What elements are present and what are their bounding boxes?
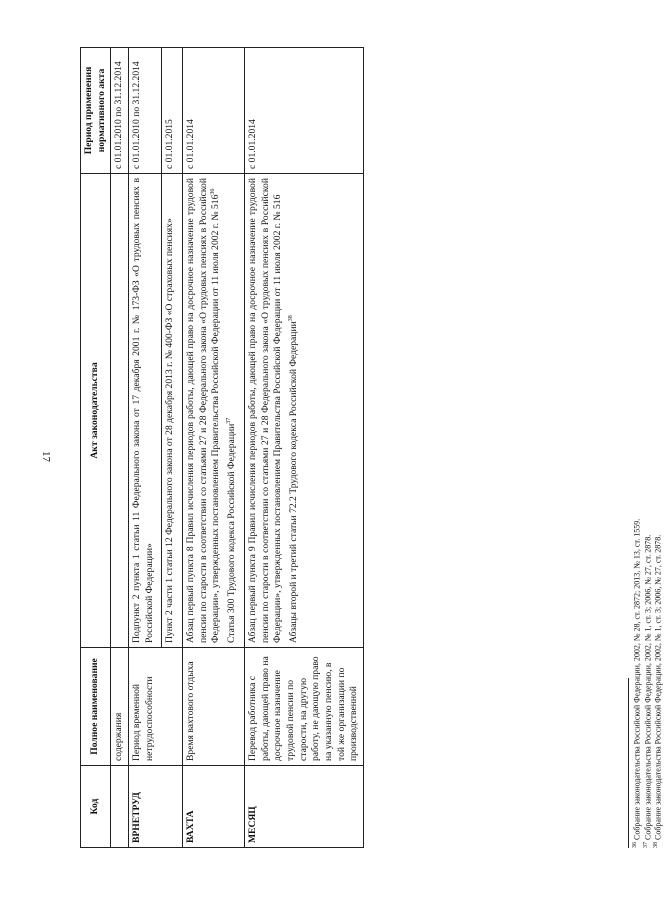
footnote: $^{38}$ Собрание законодательства Российской Федерации, 2002, № 1, ст. 3; 2006, № 27, ст. 2878.	[653, 534, 663, 848]
code-cell: МЕСЯЦ	[244, 766, 363, 848]
footnote-ref: 38	[287, 315, 294, 322]
name-cell: Время вахтового отдыха	[182, 648, 244, 766]
table-row-vrnetrud	[128, 48, 161, 848]
act-cell	[244, 174, 363, 648]
footnote: $^{36}$ Собрание законодательства Российской Федерации, 2002, № 28, ст. 2872; 2013, № 13, ст. 1559.	[632, 518, 642, 848]
act-text: Абзац первый пункта 9 Правил исчисления периодов работы, дающей право на досрочное назначение трудовой пенсии по старости в соответствии со статьями 27 и 28 Федерального закона «О трудовых пенсиях в Российской Федерации», утвержденных постановлением Правительства Российской Федерации от 11 июля 2002 г. № 516	[246, 178, 284, 643]
period-cell: с 01.01.2015	[162, 48, 183, 174]
name-cell: Период временной нетрудоспособности	[128, 648, 182, 766]
table-row-mesyac	[244, 48, 363, 848]
header-period: Период применения нормативного акта	[81, 48, 111, 174]
act-cell	[128, 174, 161, 648]
header-code: Код	[81, 766, 111, 848]
period-cell: с 01.01.2010 по 31.12.2014	[128, 48, 161, 174]
period-cell: с 01.01.2014	[244, 48, 363, 174]
act-cell	[182, 174, 244, 648]
header-name: Полное наименование	[81, 648, 111, 766]
header-act: Акт законодательства	[81, 174, 111, 648]
footnote-divider	[628, 678, 629, 848]
act-cell	[162, 174, 183, 648]
name-cell: содержания	[111, 648, 129, 766]
legislation-table	[80, 47, 364, 848]
table-row-continued	[111, 48, 129, 848]
rotated-document	[80, 48, 663, 848]
act-text: Пункт 2 части 1 статьи 12 Федерального закона от 28 декабря 2013 г. № 400-ФЗ «О страховых пенсиях»	[164, 218, 176, 643]
page-number: 17	[40, 451, 52, 462]
table-header-row	[81, 48, 111, 848]
act-text: Абзацы второй и третий статьи 72.2 Трудового кодекса Российской Федерации$^{38}$	[287, 315, 300, 643]
act-text: Абзац первый пункта 8 Правил исчисления периодов работы, дающей право на досрочное назначение трудовой пенсии по старости в соответствии со статьями 27 и 28 Федерального закона «О трудовых пенсиях в Российской Федерации», утвержденных постановлением Правительства Российской Федерации от 11 июля 2002 г. № $516^{36}$	[184, 178, 222, 643]
period-cell: с 01.01.2014	[182, 48, 244, 174]
act-cell	[111, 174, 129, 648]
footnote-ref: 36	[210, 188, 217, 195]
code-cell: ВРНЕТРУД	[128, 766, 182, 848]
footnote-ref: 37	[226, 417, 233, 424]
code-cell	[111, 766, 129, 848]
name-cell: Перевод работника с работы, дающей право на досрочное назначение трудовой пенсии по старости, на другую работу, не дающую право на указанную пенсию, в той же организации по производственной	[244, 648, 363, 766]
footnote: $^{37}$ Собрание законодательства Российской Федерации, 2002, № 1, ст. 3; 2006, № 27, ст. 2878.	[642, 534, 653, 848]
table-row-vahta	[182, 48, 244, 848]
period-cell: с 01.01.2010 по 31.12.2014	[111, 48, 129, 174]
act-text: Статья 300 Трудового кодекса Российской Федерации$^{37}$	[226, 417, 238, 643]
code-cell: ВАХТА	[182, 766, 244, 848]
act-text: Подпункт 2 пункта 1 статьи 11 Федерального закона от 17 декабря 2001 г. № 173-ФЗ «О трудовых пенсиях в Российской Федерации»	[130, 178, 155, 643]
footnotes	[628, 48, 664, 848]
